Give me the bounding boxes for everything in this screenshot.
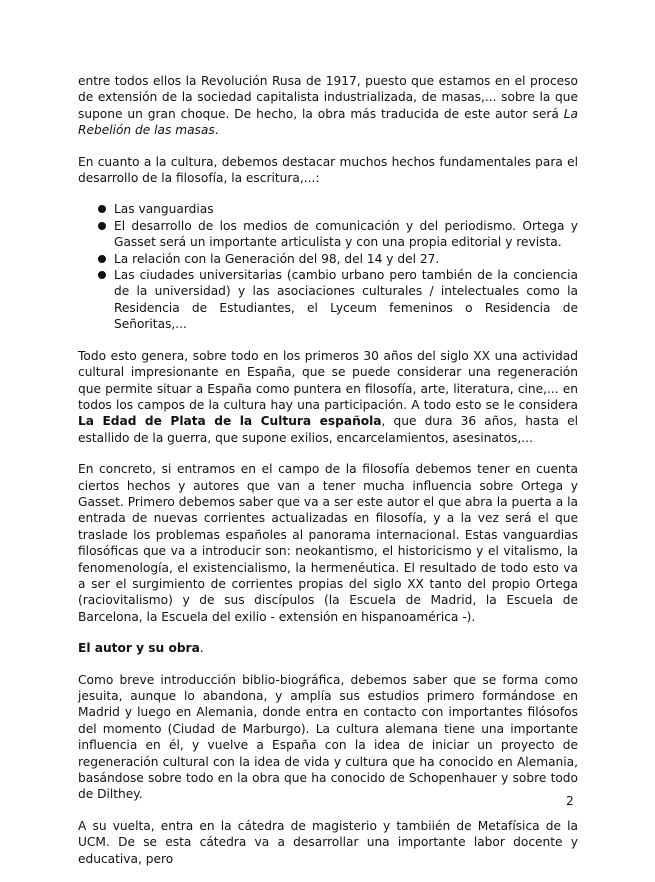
bullet-icon	[98, 271, 106, 279]
list-item	[78, 251, 578, 267]
list-item-text: La relación con la Generación del 98, del 14 y del 27.	[114, 251, 440, 266]
bullet-icon	[98, 205, 106, 213]
section-heading	[78, 640, 578, 656]
page-number: 2	[566, 794, 574, 808]
paragraph-end: , que dura 36 años, hasta el estallido de la guerra, que supone exilios, encarcelamientos, asesinatos,...	[78, 414, 578, 445]
bullet-list	[78, 201, 578, 332]
book-title: La Rebelión de las masas	[78, 106, 578, 138]
list-item-text: Las vanguardias	[114, 202, 214, 217]
list-item	[78, 201, 578, 217]
paragraph-text: entre todos ellos la Revolución Rusa de 1917, puesto que estamos en el proceso de extensión de la sociedad capitalista industrializada, de masas,... sobre la que supone un gran choque. De hecho, la obra más traducida de este autor será	[78, 74, 578, 121]
paragraph-biografia: Como breve introducción biblio-biográfica, debemos saber que se forma como jesuita, aunque lo abandona, y amplía sus estudios primero formándose en Madrid y luego en Alemania, donde entra en contacto con importantes filósofos del momento (Ciudad de Marburgo). La cultura alemana tiene una importante influencia en él, y vuelve a España con la idea de iniciar un proyecto de regeneración cultural con la idea de vida y cultura que ha conocido en Alemania, basándose sobre todo en la obra que ha conocido de Schopenhauer y sobre todo de Dilthey.	[78, 672, 578, 802]
paragraph-edad-de-plata	[78, 348, 578, 446]
paragraph-revolucion-rusa	[78, 73, 578, 139]
bold-term: La Edad de Plata de la Cultura española	[78, 414, 382, 429]
paragraph-end: .	[214, 123, 219, 138]
section-heading-end: .	[199, 641, 204, 656]
paragraph-catedra: A su vuelta, entra en la cátedra de magisterio y tambiién de Metafísica de la UCM. De se esta cátedra va a desarrollar una importante labor docente y educativa, pero	[78, 818, 578, 866]
list-item-text: El desarrollo de los medios de comunicación y del periodismo. Ortega y Gasset será un importante articulista y con una propia editorial y revista.	[114, 218, 578, 250]
document-page	[78, 73, 578, 882]
paragraph-filosofia: En concreto, si entramos en el campo de la filosofía debemos tener en cuenta ciertos hechos y autores que van a tener mucha influencia sobre Ortega y Gasset. Primero debemos saber que va a ser este autor el que abra la puerta a la entrada de nuevas corrientes actualizadas en filosofía, y a la vez será el que traslade los problemas españoles al panorama internacional. Estas vanguardias filosóficas que va a introducir son: neokantismo, el historicismo y el vitalismo, la fenomenología, el existencialismo, la hermenéutica. El resultado de todo esto va a ser el surgimiento de corrientes propias del siglo XX tanto del propio Ortega (raciovitalismo) y de sus discípulos (la Escuela de Madrid, la Escuela de Barcelona, la Escuela del exilio - extensión en hispanoamérica -).	[78, 462, 578, 624]
bullet-icon	[98, 222, 106, 230]
list-item	[78, 267, 578, 333]
list-item-text: Las ciudades universitarias (cambio urbano pero también de la conciencia de la universidad) y las asociaciones culturales / intelectuales como la Residencia de Estudiantes, el Lyceum femeninos o Residencia de Señoritas,...	[114, 268, 578, 332]
section-heading-text: El autor y su obra	[78, 641, 200, 656]
paragraph-text: Todo esto genera, sobre todo en los primeros 30 años del siglo XX una actividad cultural impresionante en España, que se puede considerar una regeneración que permite situar a España como puntera en filosofía, arte, literatura, cine,... en todos los campos de la cultura hay una participación. A todo esto se le considera	[78, 348, 578, 412]
bullet-icon	[98, 255, 106, 263]
list-item	[78, 218, 578, 251]
paragraph-cultura: En cuanto a la cultura, debemos destacar muchos hechos fundamentales para el desarrollo de la filosofía, la escritura,...:	[78, 154, 578, 186]
